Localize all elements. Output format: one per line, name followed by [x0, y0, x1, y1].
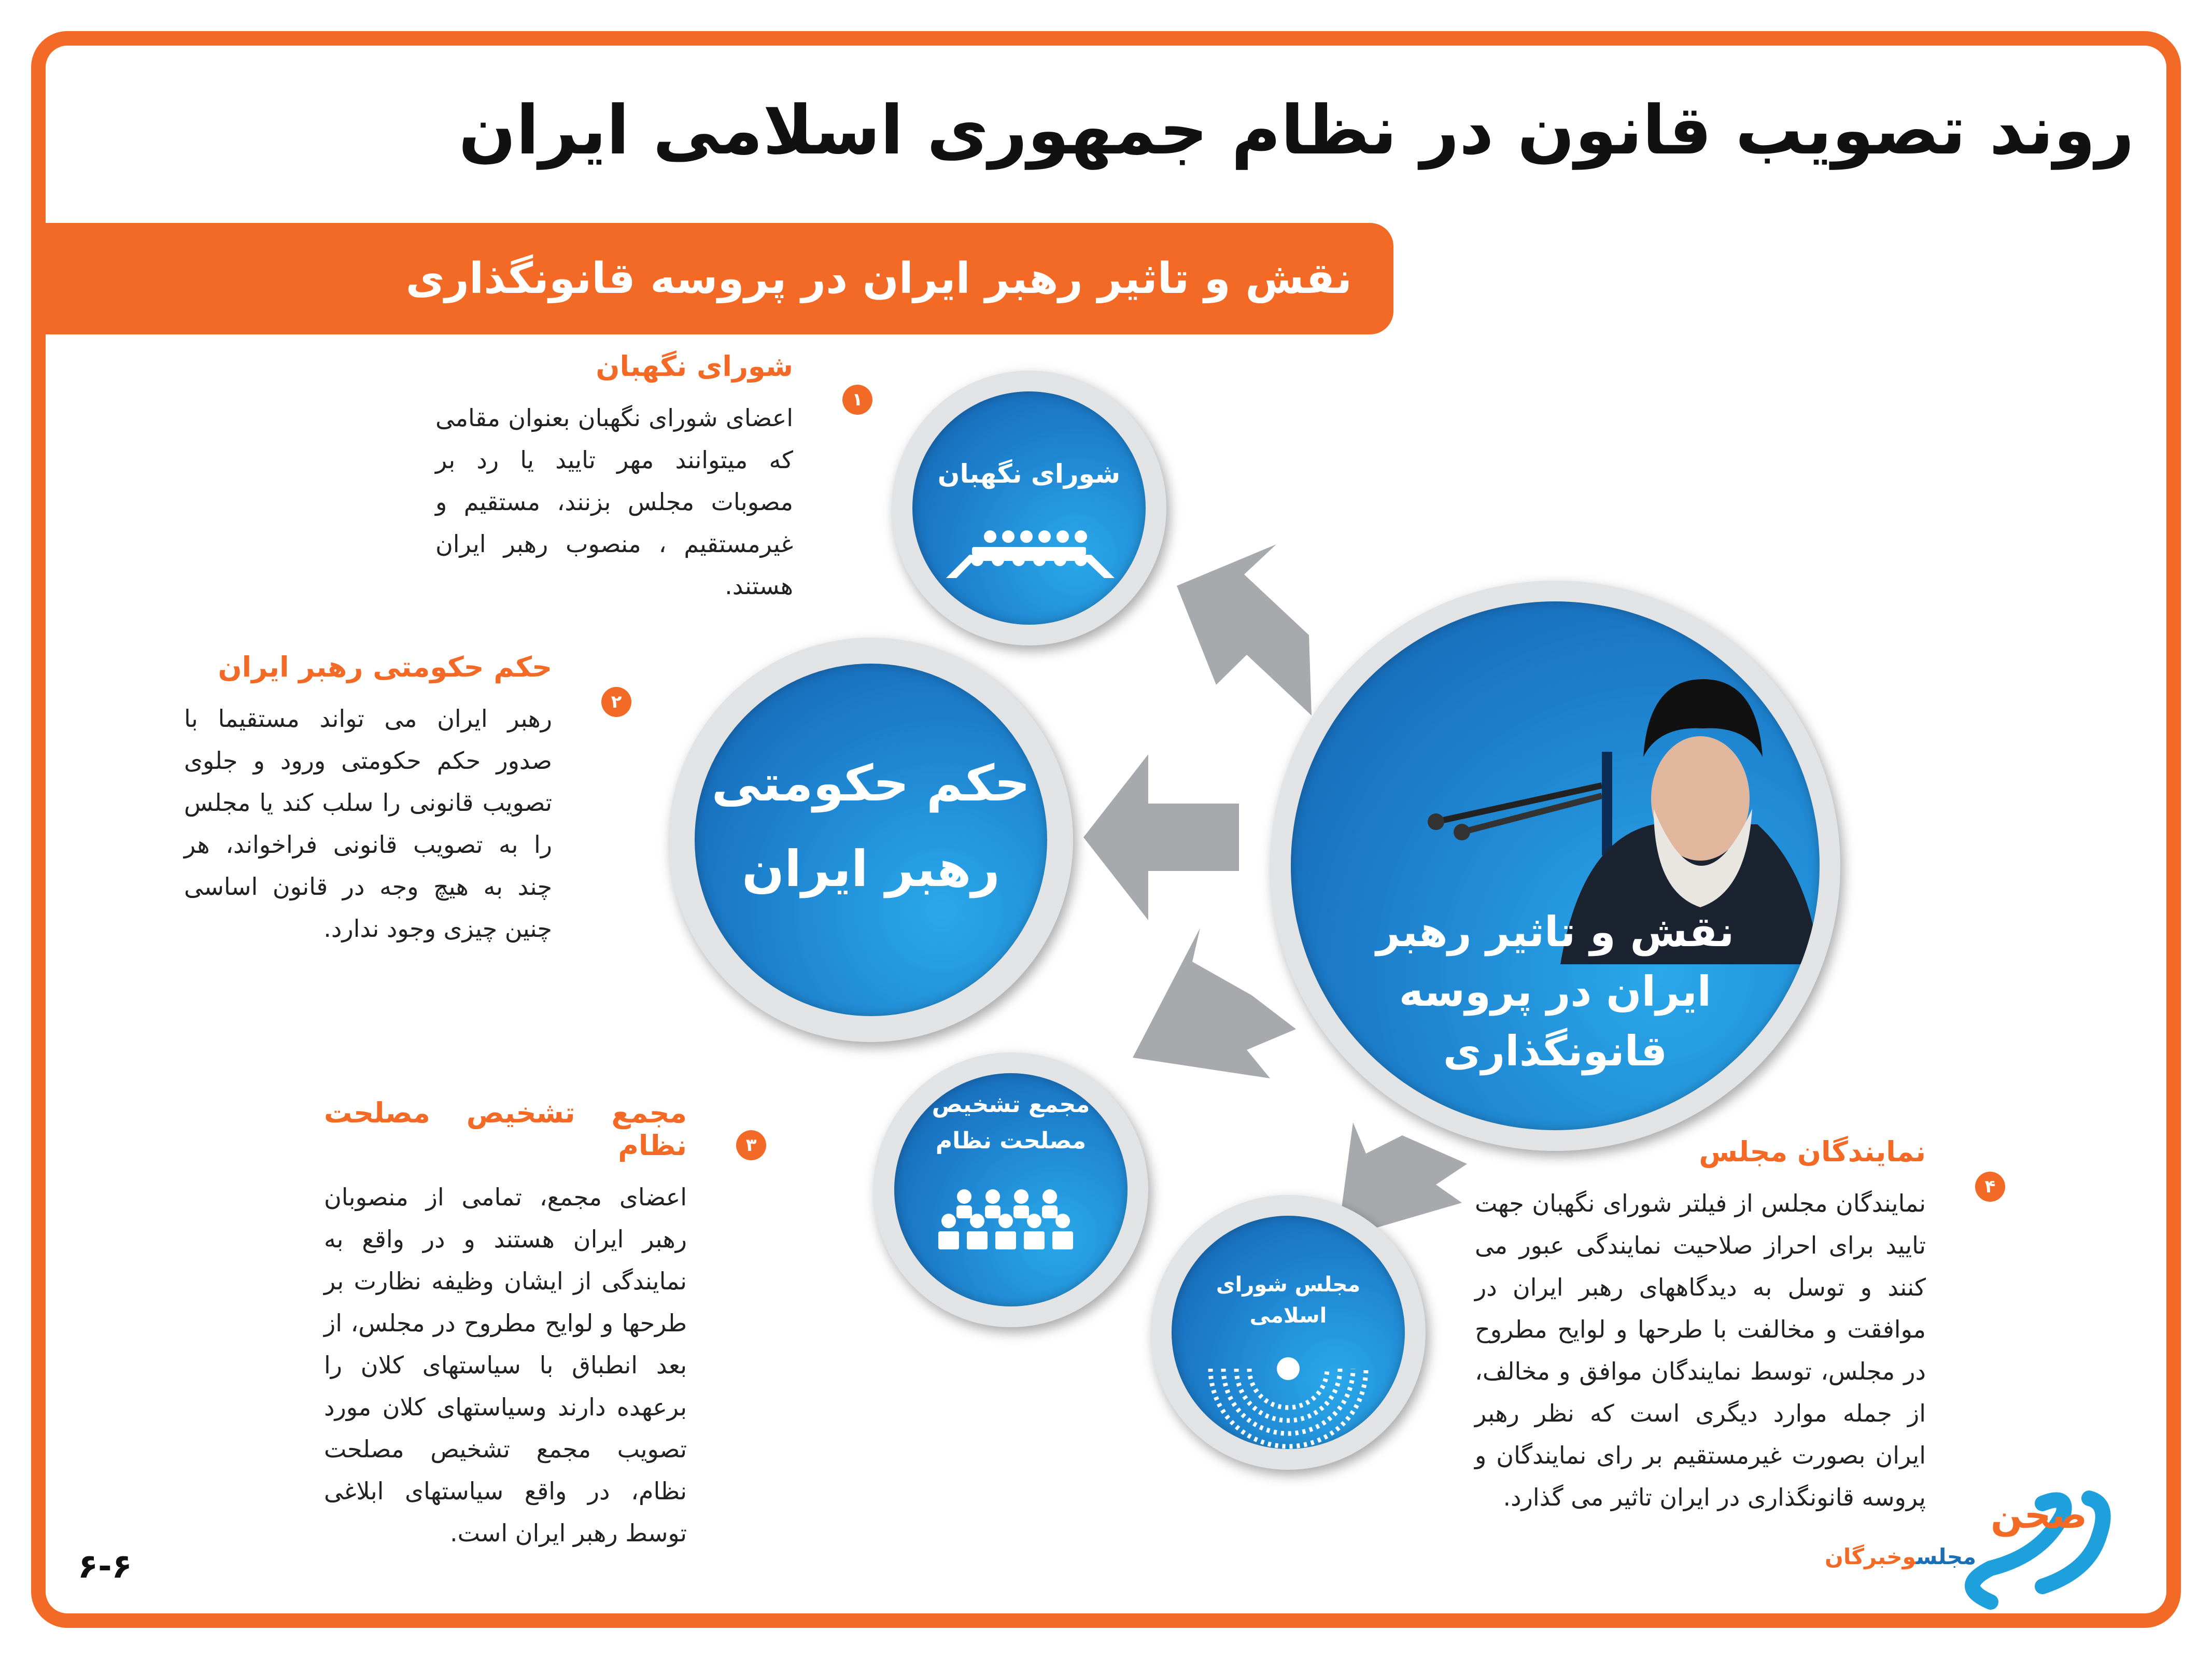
section-4-number: ۴: [1975, 1172, 2005, 1202]
section-1-heading: شورای نگهبان: [596, 350, 793, 383]
section-1-number: ۱: [842, 385, 872, 415]
logo-script: صحن: [1991, 1493, 2088, 1537]
section-3-number: ۳: [736, 1130, 766, 1160]
section-3-heading: مجمع تشخیص مصلحت نظام: [324, 1096, 687, 1162]
page-title: روند تصویب قانون در نظام جمهوری اسلامی ایران: [458, 91, 2134, 170]
assembly-people-icon: [928, 1187, 1094, 1249]
guardian-circle-inner: [912, 391, 1146, 625]
section-4-body: نمایندگان مجلس از فیلتر شورای نگهبان جهت تایید برای احراز صلاحیت نمایندگی عبور می کنند و توسل به دیدگاههای رهبر ایران در موافقت و مخالفت با طرحها و لوایح مطروح در مجلس، توسط نمایندگان موافق و مخالف، از جمله موارد دیگری است که نظر رهبر ایران بصورت غیرمستقیم بر رای نمایندگان و پروسه قانونگذاری در ایران تاثیر می گذارد.: [1475, 1189, 1926, 1511]
section-2: [184, 651, 552, 950]
section-2-number: ۲: [601, 687, 631, 717]
logo-sub-majles: مجلس: [1915, 1544, 1977, 1569]
decree-circle-line1: حکم حکومتی: [711, 754, 1031, 812]
section-2-heading: حکم حکومتی رهبر ایران: [218, 651, 552, 683]
publisher-logo: [1820, 1483, 2125, 1607]
section-3: [324, 1096, 687, 1554]
logo-sub-khobregan: خبرگان: [1825, 1544, 1903, 1569]
arrow-to-expediency: [1133, 928, 1296, 1078]
council-table-icon: [941, 524, 1117, 581]
banner-title: نقش و تاثیر رهبر ایران در پروسه قانونگذاری: [405, 254, 1352, 303]
section-1-body: اعضای شورای نگهبان بعنوان مقامی که میتوانند مهر تایید یا رد بر مصوبات مجلس بزنند، مستقیم و غیرمستقیم ، منصوب رهبر ایران هستند.: [435, 404, 793, 600]
section-4-heading: نمایندگان مجلس: [1699, 1135, 1926, 1168]
parliament-circle-line1: مجلس شورای: [1216, 1273, 1361, 1297]
expediency-circle-line1: مجمع تشخیص: [932, 1091, 1090, 1118]
section-3-body: اعضای مجمع، تمامی از منصوبان رهبر ایران هستند و در واقع به نمایندگی از ایشان وظیفه نظارت بر طرحها و لوایح مطروح در مجلس، از بعد انطباق با سیاستهای کلان را برعهده دارند وسیاستهای کلان مورد تصویب مجمع تشخیص مصلحت نظام، در واقع سیاستهای ابلاغی توسط رهبر ایران است.: [324, 1183, 687, 1547]
page-number: ۶-۶: [78, 1548, 132, 1586]
decree-circle-line2: رهبر ایران: [742, 840, 1000, 898]
section-2-body: رهبر ایران می تواند مستقیما با صدور حکم حکومتی ورود و جلوی تصویب قانونی را سلب کند یا مجلس را به تصویب قانونی فراخواند، هر چند به هیچ وجه در قانون اساسی چنین چیزی وجود ندارد.: [184, 705, 552, 943]
section-4: [1475, 1135, 1926, 1519]
center-circle-text: نقش و تاثیر رهبر ایران در پروسه قانونگذاری: [1376, 908, 1735, 1075]
logo-subtitle: [1825, 1544, 1976, 1569]
parliament-seats-icon: [1195, 1348, 1382, 1452]
guardian-circle-label: شورای نگهبان: [937, 459, 1121, 489]
arrow-to-decree: [1083, 754, 1239, 920]
parliament-circle-line2: اسلامی: [1249, 1304, 1327, 1328]
expediency-circle-line2: مصلحت نظام: [935, 1128, 1087, 1154]
logo-sub-va: و: [1902, 1544, 1916, 1569]
section-1: [435, 350, 793, 607]
